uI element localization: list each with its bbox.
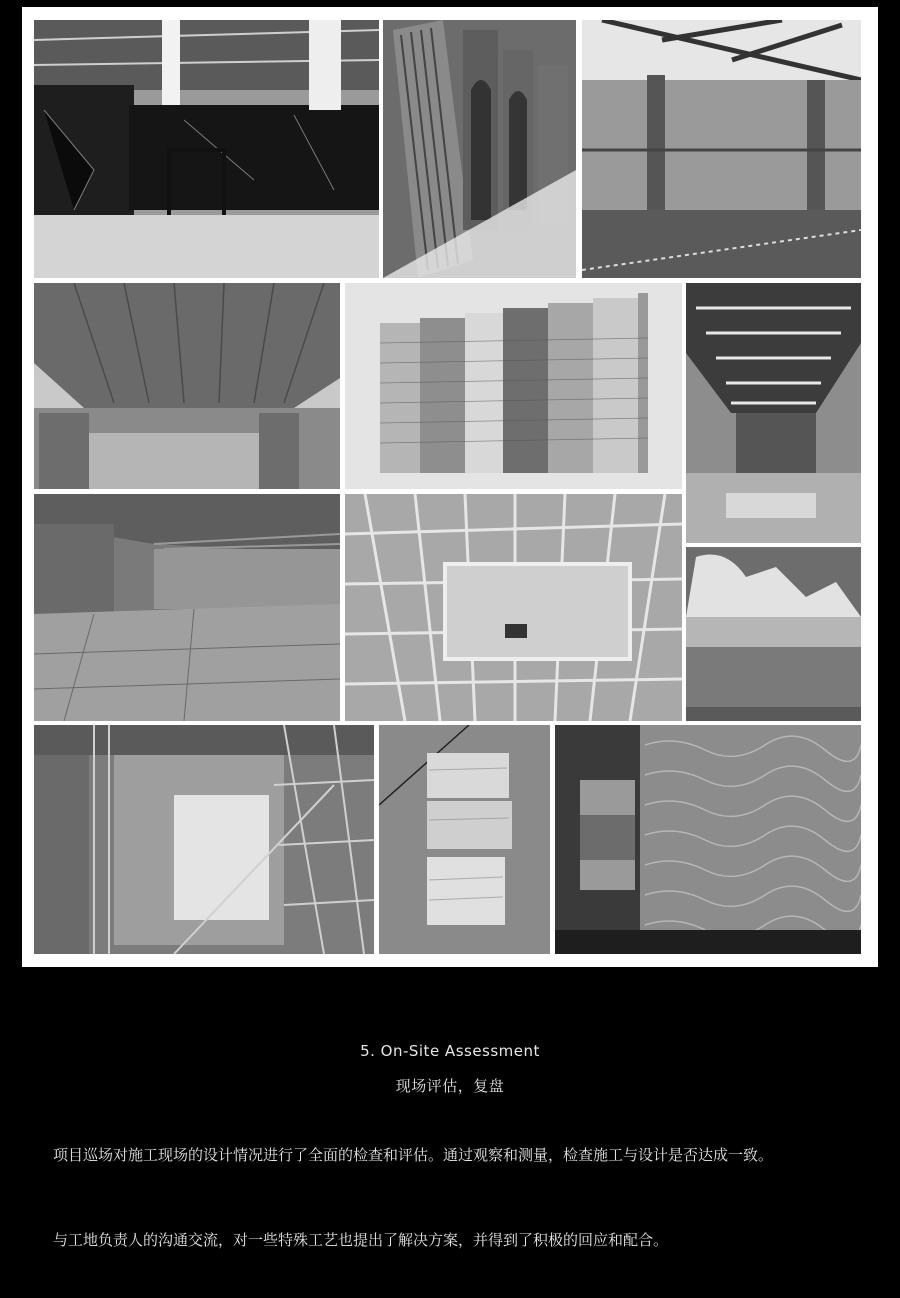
photo-marble-slab-showroom bbox=[34, 20, 379, 278]
photo-collage bbox=[22, 7, 878, 967]
photo-atrium-ceiling-construction bbox=[686, 283, 861, 543]
photo-textured-wall-panel bbox=[555, 725, 861, 954]
photo-wall-cladding-install bbox=[686, 547, 861, 721]
photo-arched-panels-leaning bbox=[383, 20, 576, 278]
photo-stone-texture-samples-grid bbox=[345, 283, 682, 489]
section-title-chinese: 现场评估，复盘 bbox=[395, 1077, 505, 1095]
photo-stone-samples-floor bbox=[379, 725, 550, 954]
photo-facade-wall-skylight bbox=[582, 20, 861, 278]
photo-slatted-ceiling-lobby bbox=[34, 283, 340, 489]
paragraph-site-communication: 与工地负责人的沟通交流，对一些特殊工艺也提出了解决方案，并得到了积极的回应和配合。 bbox=[53, 1231, 669, 1249]
photo-ceiling-grid-framework bbox=[345, 494, 682, 721]
photo-interior-floor-construction bbox=[34, 494, 340, 721]
paragraph-site-inspection: 项目巡场对施工现场的设计情况进行了全面的检查和评估。通过观察和测量，检查施工与设计是否达成一致。 bbox=[53, 1146, 774, 1164]
photo-scaffolding-wall bbox=[34, 725, 374, 954]
section-title-english: 5. On-Site Assessment bbox=[360, 1042, 540, 1060]
